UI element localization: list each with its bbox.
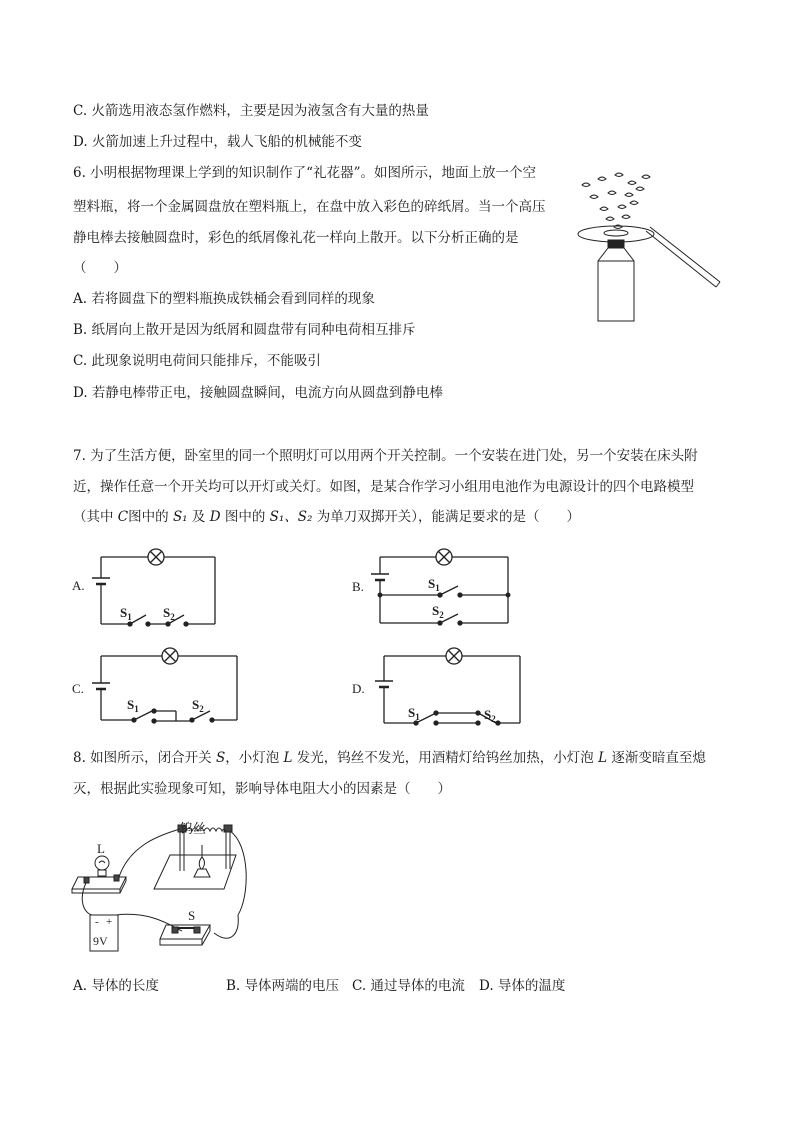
svg-text:S1: $S_1$ (428, 576, 440, 593)
lamp-label: L (97, 841, 105, 856)
circuit-b-label: B. (352, 579, 364, 594)
q7-circuit-a (70, 540, 230, 630)
q8-stem-line2: 灭，根据此实验现象可知，影响导体电阻大小的因素是（ ） (73, 781, 451, 797)
q8-tungsten-circuit-figure (70, 815, 270, 965)
q8-option-d: D. 导体的温度 (479, 978, 566, 994)
q6-option-c: C. 此现象说明电荷间只能排斥，不能吸引 (73, 353, 321, 369)
battery-label: 9V (93, 934, 108, 948)
q6-stem-line3: 静电棒去接触圆盘时，彩色的纸屑像礼花一样向上散开。以下分析正确的是 (73, 230, 519, 246)
q6-confetti-device-figure (570, 165, 730, 325)
svg-text:S1: $S_1$ (120, 605, 132, 622)
q6-option-d: D. 若静电棒带正电，接触圆盘瞬间，电流方向从圆盘到静电棒 (73, 385, 443, 401)
switch-label: S (188, 908, 196, 923)
q7-circuit-d (350, 643, 530, 728)
q8-option-c: C. 通过导体的电流 (352, 978, 465, 994)
circuit-d-label: D. (352, 681, 365, 696)
svg-text:-: - (95, 916, 99, 928)
q8-stem-line1: 8. 如图所示，闭合开关 S，小灯泡 L 发光，钨丝不发光，用酒精灯给钨丝加热，小灯泡 L 逐渐变暗直至熄 (73, 750, 706, 766)
svg-text:S2: $S_2$ (163, 605, 175, 622)
q7-stem-line3: （其中 C图中的 S₁ 及 D 图中的 S₁、S₂ 为单刀双掷开关），能满足要求的是（ ） (73, 509, 580, 525)
q7-circuit-c (70, 643, 245, 728)
svg-text:S2: $S_2$ (192, 697, 204, 714)
q6-option-a: A. 若将圆盘下的塑料瓶换成铁桶会看到同样的现象 (73, 291, 375, 307)
q6-option-b: B. 纸屑向上散开是因为纸屑和圆盘带有同种电荷相互排斥 (73, 322, 416, 338)
svg-text:S1: $S_1$ (408, 705, 420, 722)
q5-option-c: C. 火箭选用液态氢作燃料，主要是因为液氢含有大量的热量 (73, 103, 429, 119)
q8-option-a: A. 导体的长度 (73, 978, 159, 994)
q7-stem-line2: 近，操作任意一个开关均可以开灯或关灯。如图，是某合作学习小组用电池作为电源设计的四个电路模型 (73, 479, 694, 495)
tungsten-label: 钨丝 (180, 821, 207, 836)
q6-stem-line2: 塑料瓶，将一个金属圆盘放在塑料瓶上，在盘中放入彩色的碎纸屑。当一个高压 (73, 199, 546, 215)
q8-option-b: B. 导体两端的电压 (226, 978, 340, 994)
svg-text:S2: $S_2$ (484, 707, 496, 724)
q7-stem-line1: 7. 为了生活方便，卧室里的同一个照明灯可以用两个开关控制。一个安装在进门处，另一个安装在床头附 (73, 448, 698, 464)
svg-text:S1: $S_1$ (127, 697, 139, 714)
circuit-a-label: A. (72, 578, 85, 593)
q6-answer-blank: （ ） (73, 260, 127, 276)
q5-option-d: D. 火箭加速上升过程中，载人飞船的机械能不变 (73, 134, 362, 150)
q7-circuit-b (350, 544, 520, 629)
svg-text:+: + (106, 916, 113, 928)
circuit-c-label: C. (72, 681, 84, 696)
q6-stem-line1: 6. 小明根据物理课上学到的知识制作了“礼花器”。如图所示，地面上放一个空 (73, 165, 536, 181)
svg-text:S2: $S_2$ (432, 603, 444, 620)
